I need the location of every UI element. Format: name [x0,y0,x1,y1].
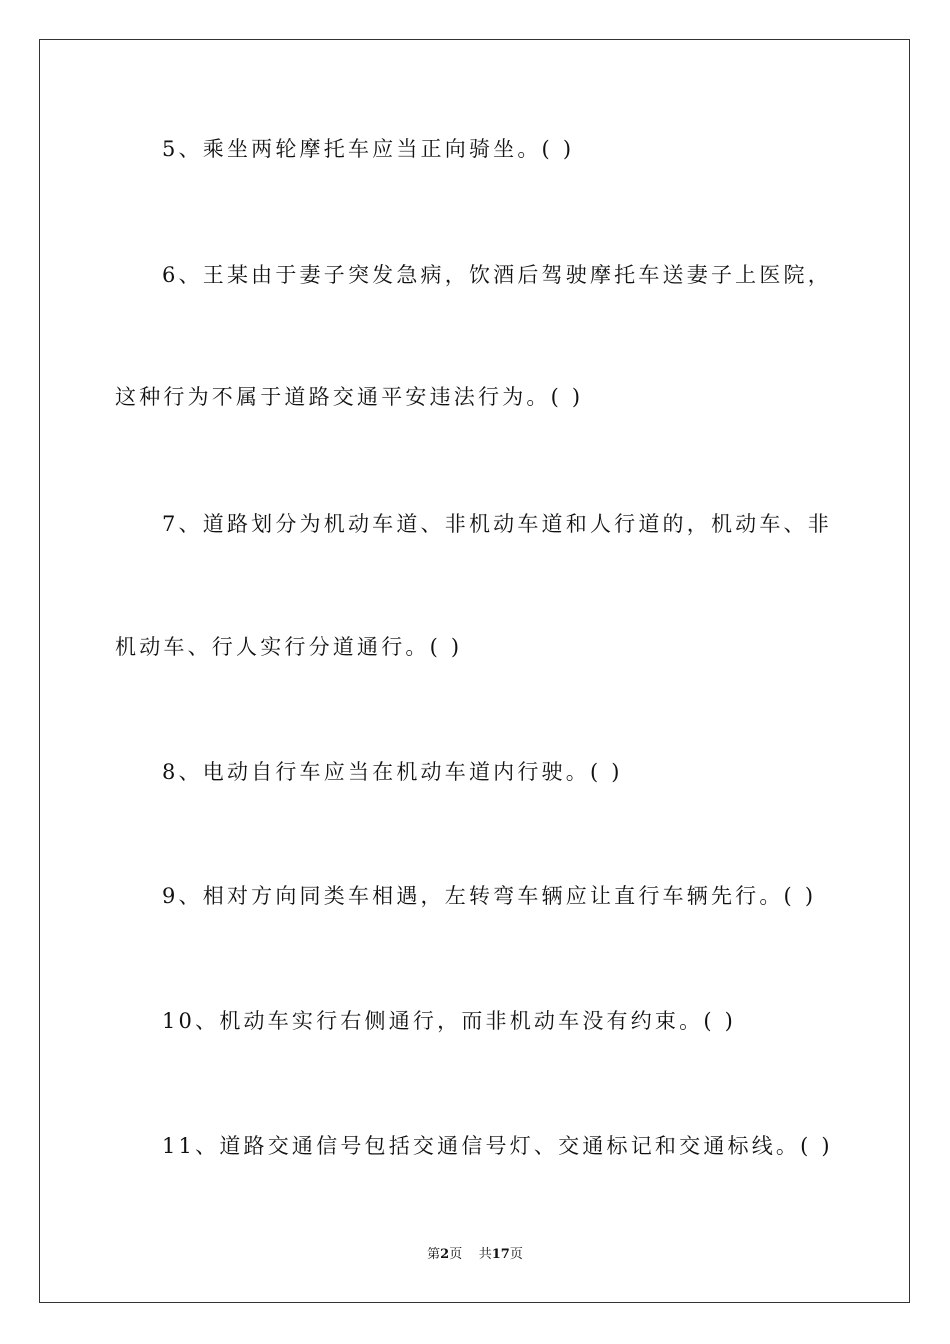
footer-page-suffix: 页 [449,1247,463,1262]
page-footer [0,1246,950,1264]
question-7-line-2: 机动车、行人实行分道通行。( ) [115,635,463,659]
footer-page-prefix: 第 [427,1247,441,1262]
question-11: 11、道路交通信号包括交通信号灯、交通标记和交通标线。( ) [162,1134,833,1158]
footer-total-prefix: 共 [478,1247,492,1262]
question-9: 9、相对方向同类车相遇，左转弯车辆应让直行车辆先行。( ) [162,884,817,908]
footer-total-suffix: 页 [509,1247,523,1262]
question-8: 8、电动自行车应当在机动车道内行驶。( ) [162,760,623,784]
question-5: 5、乘坐两轮摩托车应当正向骑坐。( ) [162,137,575,161]
page-border [39,39,910,1303]
question-6-line-1: 6、王某由于妻子突发急病，饮酒后驾驶摩托车送妻子上医院， [162,263,832,287]
question-7-line-1: 7、道路划分为机动车道、非机动车道和人行道的，机动车、非 [162,512,832,536]
question-6-line-2: 这种行为不属于道路交通平安违法行为。( ) [115,385,584,409]
footer-page-number: 2 [440,1247,450,1262]
question-10: 10、机动车实行右侧通行，而非机动车没有约束。( ) [162,1009,736,1033]
footer-total-number: 17 [491,1247,510,1262]
